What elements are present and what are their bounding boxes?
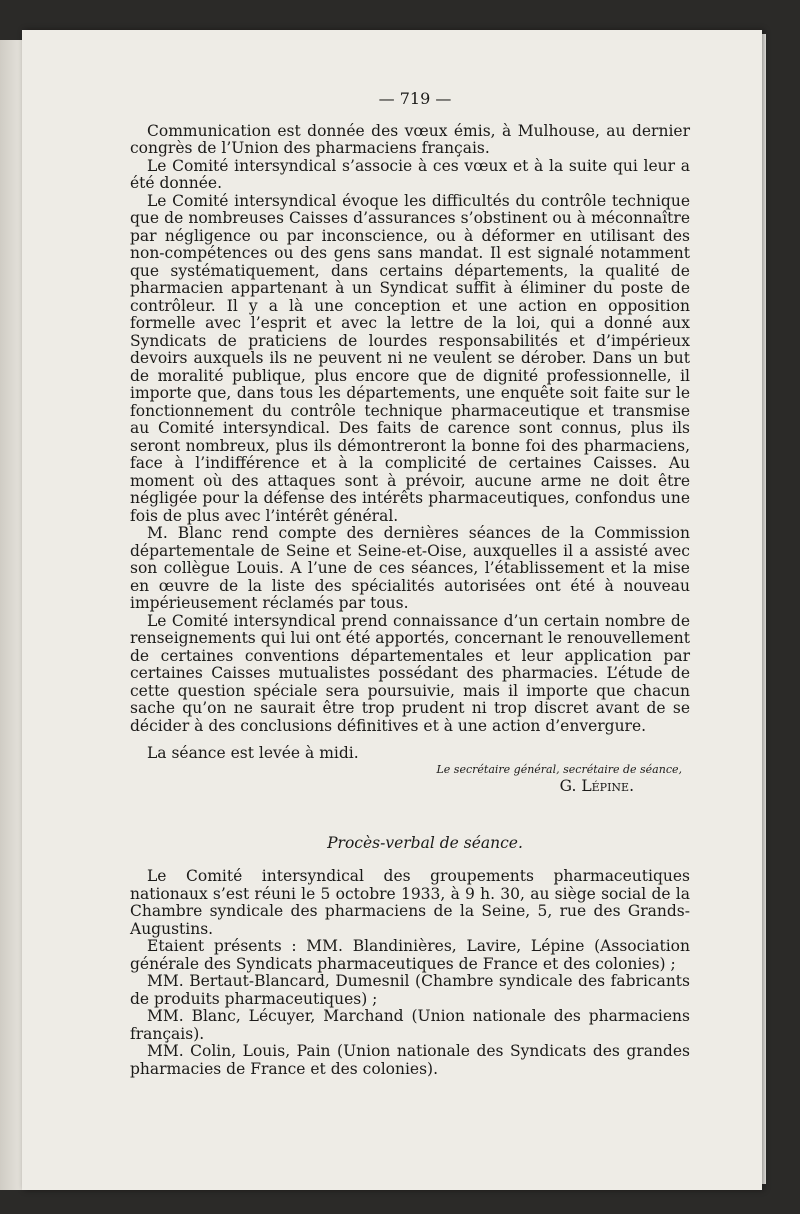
paragraph: Le Comité intersyndical s’associe à ces vœux et à la suite qui leur a été donnée. — [130, 156, 690, 192]
section-paragraph: MM. Blanc, Lécuyer, Marchand (Union nationale des pharmaciens français). — [130, 1007, 690, 1043]
signature-role: Le secrétaire général, secrétaire de séance, — [436, 762, 682, 776]
section-paragraph: Le Comité intersyndical des groupements pharmaceutiques nationaux s’est réuni le 5 octobre 1933, à 9 h. 30, au siège social de la Chambre syndicale des pharmaciens de la Seine, 5, rue des Grands-Augustins. — [130, 867, 690, 938]
closing-line: La séance est levée à midi. — [147, 744, 359, 762]
section-paragraph: Etaient présents : MM. Blandinières, Lavire, Lépine (Association générale des Syndicats pharmaceutiques de France et des colonies) ; — [130, 937, 690, 973]
signature-name: G. Lépine. — [559, 776, 634, 795]
paragraph: Communication est donnée des vœux émis, à Mulhouse, au dernier congrès de l’Union des pharmaciens français. — [130, 121, 690, 157]
section-paragraph: MM. Bertaut-Blancard, Dumesnil (Chambre syndicale des fabricants de produits pharmaceutiques) ; — [130, 972, 690, 1008]
paragraph: M. Blanc rend compte des dernières séances de la Commission départementale de Seine et Seine-et-Oise, auxquelles il a assisté avec son collègue Louis. A l’une de ces séances, l’établissement et la mise en œuvre de la liste des spécialités autorisées ont été à nouveau impérieusement réclamés par tous. — [130, 524, 690, 612]
document-page — [22, 30, 762, 1190]
section-title: Procès-verbal de séance. — [327, 833, 523, 852]
paragraph: Le Comité intersyndical évoque les difficultés du contrôle technique que de nombreuses Caisses d’assurances s’obstinent ou à méconnaître par négligence ou par inconscience, ou à déformer en utilisant des non-compétences ou des gens sans mandat. Il est signalé notamment que systématiquement, dans certains départements, la qualité de pharmacien appartenant à un Syndicat suffit à éliminer du poste de contrôleur. Il y a là une conception et une action en opposition formelle avec l’esprit et avec la lettre de la loi, qui a donné aux Syndicats de praticiens de lourdes responsabilités et d’impérieux devoirs auxquels ils ne peuvent ni ne veulent se dérober. Dans un but de moralité publique, plus encore que de dignité professionnelle, il importe que, dans tous les départements, une enquête soit faite sur le fonctionnement du contrôle technique pharmaceutique et transmise au Comité intersyndical. Des faits de carence sont connus, plus ils seront nombreux, plus ils démontreront la bonne foi des pharmaciens, face à l’indifférence et à la complicité de certaines Caisses. Au moment où des attaques sont à prévoir, aucune arme ne doit être négligée pour la défense des intérêts pharmaceutiques, confondus une fois de plus avec l’intérêt général. — [130, 191, 690, 525]
page-content — [130, 90, 690, 1078]
paragraph: Le Comité intersyndical prend connaissance d’un certain nombre de renseignements qui lui ont été apportés, concernant le renouvellement de certaines conventions départementales et leur application par certaines Caisses mutualistes possédant des pharmacies. L’étude de cette question spéciale sera poursuivie, mais il importe que chacun sache qu’on ne saurait être trop prudent ni trop discret avant de se décider à des conclusions définitives et à une action d’envergure. — [130, 611, 690, 735]
section-paragraph: MM. Colin, Louis, Pain (Union nationale des Syndicats des grandes pharmacies de France et des colonies). — [130, 1042, 690, 1078]
page-number: — 719 — — [378, 89, 452, 108]
left-page-edge — [0, 40, 22, 1190]
